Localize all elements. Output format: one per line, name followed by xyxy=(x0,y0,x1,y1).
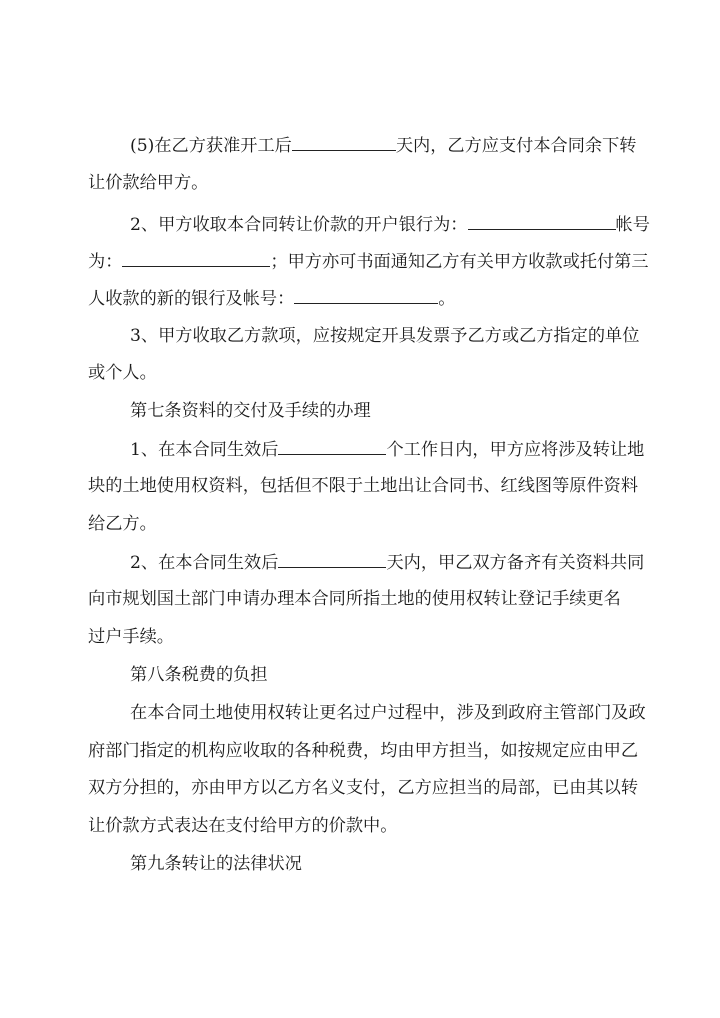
clause-7-2-line xyxy=(130,550,644,574)
text-run: 块的土地使用权资料，包括但不限于土地出让合同书、红线图等原件资料 xyxy=(88,476,639,496)
text-run: 第九条转让的法律状况 xyxy=(130,854,302,874)
text-run: 为： xyxy=(88,252,123,272)
text-line xyxy=(88,286,455,310)
text-run: 向市规划国土部门申请办理本合同所指土地的使用权转让登记手续更名 xyxy=(88,589,621,609)
fill-in-blank-days[interactable] xyxy=(292,133,396,151)
text-run: 第七条资料的交付及手续的办理 xyxy=(130,401,371,421)
article-7-heading xyxy=(130,399,371,423)
fill-in-blank-workdays[interactable] xyxy=(278,437,386,455)
clause-6-2-line xyxy=(130,212,650,236)
article-8-paragraph xyxy=(130,701,646,725)
article-8-heading xyxy=(130,663,268,687)
text-run: 在本合同土地使用权转让更名过户过程中，涉及到政府主管部门及政 xyxy=(130,703,646,723)
text-run: 给乙方。 xyxy=(88,514,157,534)
text-run: 府部门指定的机构应收取的各种税费，均由甲方担当，如按规定应由甲乙 xyxy=(88,741,639,761)
text-line xyxy=(88,587,621,611)
text-run: 天内，甲乙双方备齐有关资料共同 xyxy=(386,553,645,573)
text-line xyxy=(88,512,157,536)
text-run: 1、在本合同生效后 xyxy=(130,440,279,460)
text-run: 第八条税费的负担 xyxy=(130,665,268,685)
text-line xyxy=(88,776,638,800)
fill-in-blank-days-2[interactable] xyxy=(278,550,386,568)
text-line xyxy=(88,739,638,763)
text-line xyxy=(88,814,397,838)
text-run: 2、在本合同生效后 xyxy=(130,553,279,573)
text-run: ；甲方亦可书面通知乙方有关甲方收款或托付第三 xyxy=(270,252,649,272)
text-line xyxy=(88,474,638,498)
text-run: 让价款给甲方。 xyxy=(88,173,209,193)
clause-6-3-line xyxy=(130,324,639,348)
clause-7-1-line xyxy=(130,437,644,461)
text-run: 。 xyxy=(438,289,456,309)
text-run: 双方分担的，亦由甲方以乙方名义支付，乙方应担当的局部，已由其以转 xyxy=(88,778,639,798)
article-9-heading xyxy=(130,852,302,876)
text-line xyxy=(88,171,208,195)
fill-in-blank-account[interactable] xyxy=(122,249,270,267)
text-run: 3、甲方收取乙方款项，应按规定开具发票予乙方或乙方指定的单位 xyxy=(130,326,640,346)
fill-in-blank-bank[interactable] xyxy=(468,212,616,230)
text-line xyxy=(88,249,649,273)
clause-6-5-line xyxy=(130,133,637,157)
text-run: 或个人。 xyxy=(88,363,157,383)
text-run: 让价款方式表达在支付给甲方的价款中。 xyxy=(88,816,398,836)
text-line xyxy=(88,361,157,385)
text-run: 人收款的新的银行及帐号： xyxy=(88,289,295,309)
text-run: 2、甲方收取本合同转让价款的开户银行为： xyxy=(130,215,468,235)
text-run: 过户手续。 xyxy=(88,627,174,647)
text-run: 帐号 xyxy=(615,215,650,235)
text-run: 天内，乙方应支付本合同余下转 xyxy=(395,136,637,156)
text-run: (5)在乙方获准开工后 xyxy=(130,136,292,156)
fill-in-blank-new-account[interactable] xyxy=(294,286,438,304)
text-line xyxy=(88,625,174,649)
text-run: 个工作日内，甲方应将涉及转让地 xyxy=(386,440,645,460)
